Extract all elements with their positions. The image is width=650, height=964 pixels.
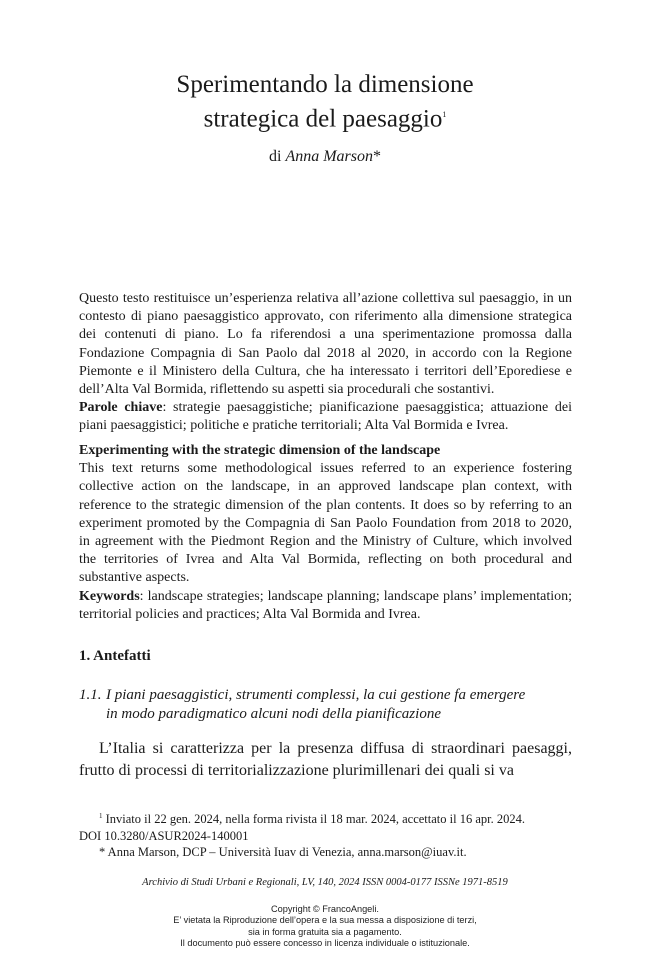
copyright-line-3: sia in forma gratuita sia a pagamento. [248,926,402,937]
title-footnote-mark: 1 [442,110,447,119]
subsection-title-line-2: in modo paradigmatico alcuni nodi della pianificazione [106,706,441,722]
copyright-line-4: Il documento può essere concesso in licenza individuale o istituzionale. [180,937,470,948]
footnote-1-mark: 1 [99,812,103,820]
body-paragraph: L’Italia si caratterizza per la presenza diffusa di straordinari paesaggi, frutto di processi di territorializzazione plurimillenari dei quali si va [79,740,572,779]
keywords-english [79,588,572,624]
author-name: Anna Marson [285,148,373,165]
keywords-italian-text: : strategie paesaggistiche; pianificazione paesaggistica; attuazione dei piani paesaggistici; politiche e pratiche territoriali; Alta Val Bormida e Ivrea. [79,400,572,434]
title-line-2 [0,100,650,134]
subsection-number: 1.1. [79,687,102,703]
footnote-1 [79,808,572,828]
author-prefix: di [268,148,282,165]
keywords-italian-label: Parole chiave [79,400,163,416]
copyright-line-2: E’ vietata la Riproduzione dell’opera e la sua messa a disposizione di terzi, [173,915,477,926]
footnotes [79,808,572,861]
keywords-english-label: Keywords [79,588,140,604]
footnote-1-doi: DOI 10.3280/ASUR2024-140001 [79,828,249,843]
subsection-title-line-1: I piani paesaggistici, strumenti complessi, la cui gestione fa emergere [106,687,526,703]
section-heading: 1. Antefatti [79,648,151,664]
copyright-line-1: Copyright © FrancoAngeli. [271,904,379,914]
abstract-english-title-text: Experimenting with the strategic dimension of the landscape [79,443,441,458]
keywords-english-text: : landscape strategies; landscape planning; landscape plans’ implementation; territorial policies and practices; Alta Val Bormida and Ivrea. [79,588,572,622]
article-title [0,70,650,134]
abstract-english-text: This text returns some methodological issues referred to an experience fostering collective action on the landscape, in an approved landscape plan context, with reference to the strategic dimension of the plan contents. It does so by referring to an experiment promoted by the Compagnia di San Paolo Foundation from 2018 to 2020, in agreement with the Piedmont Region and the Ministry of Culture, which involved the territories of Ivrea and Alta Val Bormida, reflecting on both procedural and substantive aspects. [79,461,572,586]
abstract-italian [79,290,572,436]
subsection-heading [79,686,572,724]
footnote-1-line-1: Inviato il 22 gen. 2024, nella forma rivista il 18 mar. 2024, accettato il 16 apr. 2024. [102,812,525,827]
abstract-english-title [79,442,572,460]
abstract-english [79,442,572,624]
title-line-2-text: strategica del paesaggio [203,105,443,133]
title-line-1: Sperimentando la dimensione [176,71,474,98]
keywords-italian [79,399,572,435]
footnote-author: * Anna Marson, DCP – Università Iuav di Venezia, anna.marson@iuav.it. [99,845,467,860]
author-line [0,148,650,166]
author-mark: * [373,148,381,165]
abstract-italian-text: Questo testo restituisce un’esperienza relativa all’azione collettiva sul paesaggio, in un contesto di piano paesaggistico approvato, con riferimento alla dimensione strategica dei contenuti di piano. Lo fa riferendosi a una sperimentazione promossa dalla Fondazione Compagnia di San Paolo dal 2018 al 2020, in accordo con la Regione Piemonte e il Ministero della Cultura, che ha interessato i territori dell’Eporediese e dell’Alta Val Bormida, riflettendo su aspetti sia procedurali che sostantivi. [79,291,572,398]
journal-reference: Archivio di Studi Urbani e Regionali, LV, 140, 2024 ISSN 0004-0177 ISSNe 1971-8519 [142,877,508,888]
copyright-notice [0,904,650,949]
